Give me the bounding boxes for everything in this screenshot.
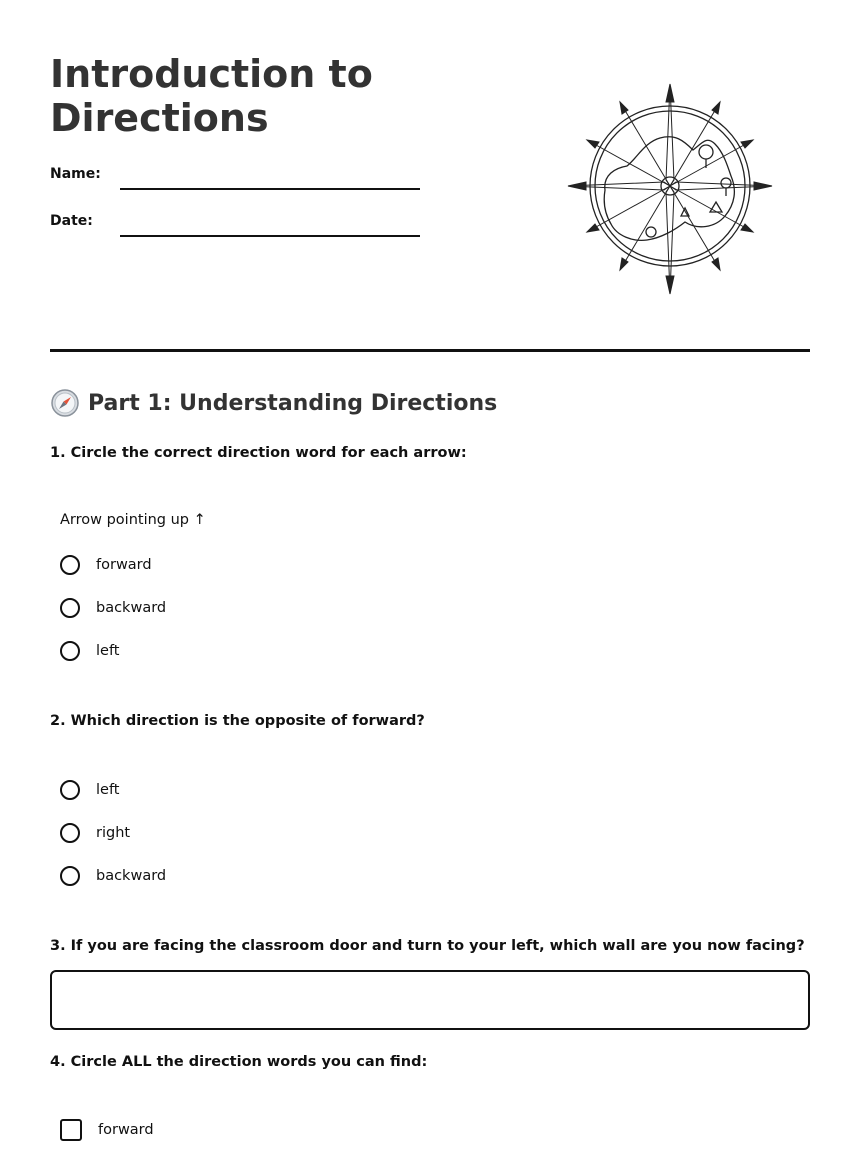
radio-button[interactable] <box>60 555 80 575</box>
option-label: left <box>96 782 120 798</box>
compass-map-illustration <box>565 80 775 298</box>
compass-icon <box>50 388 80 418</box>
option-label: right <box>96 825 131 841</box>
radio-button[interactable] <box>60 866 80 886</box>
section-heading <box>50 388 497 418</box>
radio-button[interactable] <box>60 641 80 661</box>
date-field[interactable] <box>50 213 420 239</box>
question-3-answer-input[interactable] <box>50 970 810 1030</box>
date-line[interactable] <box>120 235 420 237</box>
q2-option-backward[interactable] <box>60 863 166 889</box>
q2-option-right[interactable] <box>60 820 130 846</box>
option-label: left <box>96 643 120 659</box>
q4-option-forward[interactable] <box>60 1117 154 1143</box>
question-4: 4. Circle ALL the direction words you can find: <box>50 1054 428 1070</box>
question-1: 1. Circle the correct direction word for each arrow: <box>50 445 467 461</box>
radio-button[interactable] <box>60 823 80 843</box>
name-field[interactable] <box>50 166 420 192</box>
section-divider <box>50 349 810 352</box>
option-label: backward <box>96 868 167 884</box>
question-3: 3. If you are facing the classroom door and turn to your left, which wall are you now facing? <box>50 938 805 954</box>
section-title: Part 1: Understanding Directions <box>88 390 498 416</box>
worksheet-title: Introduction to Directions <box>50 52 373 140</box>
option-label: forward <box>98 1122 154 1138</box>
q1-option-left[interactable] <box>60 638 120 664</box>
checkbox[interactable] <box>60 1119 82 1141</box>
question-2: 2. Which direction is the opposite of forward? <box>50 713 425 729</box>
radio-button[interactable] <box>60 780 80 800</box>
option-label: backward <box>96 600 167 616</box>
question-1-prompt: Arrow pointing up ↑ <box>60 512 206 528</box>
option-label: forward <box>96 557 152 573</box>
name-line[interactable] <box>120 188 420 190</box>
date-label: Date: <box>50 213 93 229</box>
radio-button[interactable] <box>60 598 80 618</box>
q1-option-forward[interactable] <box>60 552 152 578</box>
name-label: Name: <box>50 166 101 182</box>
q1-option-backward[interactable] <box>60 595 166 621</box>
q2-option-left[interactable] <box>60 777 120 803</box>
